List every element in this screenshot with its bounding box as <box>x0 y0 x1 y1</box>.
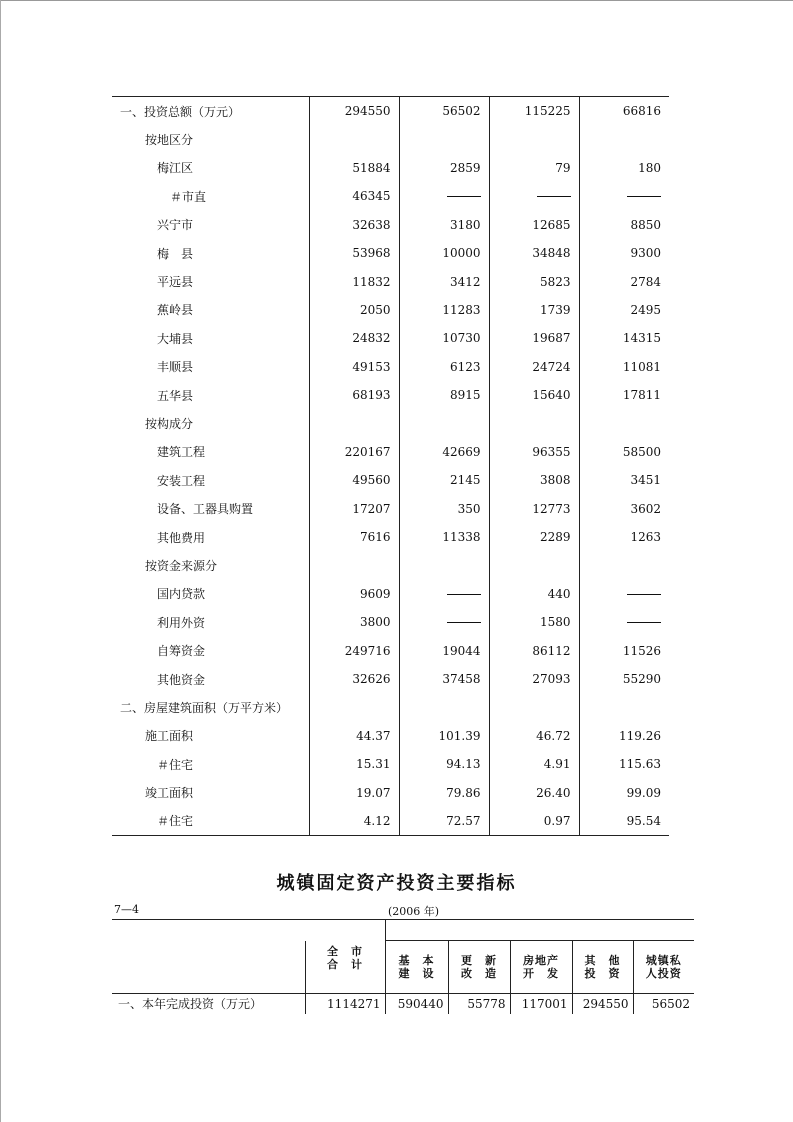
cell-value: 46345 <box>309 182 399 210</box>
row-label: 一、投资总额（万元） <box>112 97 309 126</box>
cell-value: 1739 <box>489 296 579 324</box>
cell-value: 46.72 <box>489 722 579 750</box>
cell-value: 56502 <box>399 97 489 126</box>
cell-value: 2495 <box>579 296 669 324</box>
row-label: 竣工面积 <box>145 786 194 801</box>
cell-value: 12685 <box>489 211 579 239</box>
row-label: 其他资金 <box>157 672 206 687</box>
cell-value: 2050 <box>309 296 399 324</box>
row-label: 国内贷款 <box>157 587 206 602</box>
cell-value: 94.13 <box>399 750 489 778</box>
col-header-other-investment: 其 他 投 资 <box>572 941 633 994</box>
cell-value <box>579 693 669 721</box>
cell-value: 3808 <box>489 466 579 494</box>
cell-value: 49153 <box>309 353 399 381</box>
cell-value <box>399 693 489 721</box>
cell-value: 1263 <box>579 523 669 551</box>
row-label: ＃住宅 <box>112 807 309 836</box>
table-row <box>112 580 669 608</box>
cell-value: 115225 <box>489 97 579 126</box>
cell-value: 7616 <box>309 523 399 551</box>
col-header-total: 全 市 合 计 <box>305 941 385 994</box>
cell-value <box>489 409 579 437</box>
cell-value: 68193 <box>309 381 399 409</box>
col-header-renovation: 更 新 改 造 <box>448 941 510 994</box>
table-row <box>112 211 669 239</box>
col-header-real-estate: 房地产 开 发 <box>510 941 572 994</box>
cell-value: 119.26 <box>579 722 669 750</box>
row-label: ＃住宅 <box>157 757 194 772</box>
table-row <box>112 438 669 466</box>
row-label: 五华县 <box>157 388 194 403</box>
table-row <box>112 267 669 295</box>
cell-value: 37458 <box>399 665 489 693</box>
cell-value: 19044 <box>399 636 489 664</box>
investment-table <box>112 96 669 836</box>
cell-value: 51884 <box>309 154 399 182</box>
cell-value: 10000 <box>399 239 489 267</box>
cell-value <box>399 551 489 579</box>
cell-value: 15.31 <box>309 750 399 778</box>
header-group-cell <box>385 920 694 941</box>
cell-value: 2859 <box>399 154 489 182</box>
dash-placeholder <box>537 196 571 197</box>
row-label: 兴宁市 <box>157 218 194 233</box>
urban-investment-table <box>112 919 694 1014</box>
row-label: 建筑工程 <box>157 445 206 460</box>
row-label: 二、房屋建筑面积（万平方米） <box>120 700 289 715</box>
cell-value: 95.54 <box>579 807 669 836</box>
cell-value <box>309 551 399 579</box>
cell-value: 101.39 <box>399 722 489 750</box>
cell-value: 249716 <box>309 636 399 664</box>
cell-value <box>399 608 489 636</box>
row-label: 安装工程 <box>157 473 206 488</box>
cell-value: 440 <box>489 580 579 608</box>
cell-value: 19687 <box>489 324 579 352</box>
table-row <box>112 296 669 324</box>
header-row-label-cell <box>112 941 305 994</box>
cell-value <box>579 182 669 210</box>
cell-value: 11338 <box>399 523 489 551</box>
row-label: 自筹资金 <box>157 644 206 659</box>
row-label: 设备、工器具购置 <box>157 502 254 517</box>
row-label: ＃市直 <box>170 189 207 204</box>
cell-value: 294550 <box>572 993 633 1014</box>
table-row <box>112 324 669 352</box>
table-row <box>112 97 669 126</box>
cell-value: 4.91 <box>489 750 579 778</box>
cell-value <box>489 693 579 721</box>
cell-value: 115.63 <box>579 750 669 778</box>
cell-value: 3602 <box>579 494 669 522</box>
cell-value <box>579 409 669 437</box>
table-row <box>112 778 669 806</box>
table-row <box>112 353 669 381</box>
cell-value: 17811 <box>579 381 669 409</box>
cell-value: 1580 <box>489 608 579 636</box>
cell-value <box>579 608 669 636</box>
row-label: 利用外资 <box>157 615 206 630</box>
cell-value: 14315 <box>579 324 669 352</box>
cell-value: 4.12 <box>309 807 399 836</box>
cell-value: 9300 <box>579 239 669 267</box>
cell-value: 26.40 <box>489 778 579 806</box>
cell-value <box>309 409 399 437</box>
table-row <box>112 636 669 664</box>
row-label: 蕉岭县 <box>157 303 194 318</box>
cell-value: 19.07 <box>309 778 399 806</box>
dash-placeholder <box>627 622 661 623</box>
cell-value: 96355 <box>489 438 579 466</box>
dash-placeholder <box>447 622 481 623</box>
table-row <box>112 750 669 778</box>
cell-value: 11081 <box>579 353 669 381</box>
table-row <box>112 409 669 437</box>
cell-value: 10730 <box>399 324 489 352</box>
table-row <box>112 807 669 836</box>
cell-value: 350 <box>399 494 489 522</box>
cell-value: 220167 <box>309 438 399 466</box>
header-row <box>112 941 694 994</box>
table-row <box>112 523 669 551</box>
dash-placeholder <box>447 594 481 595</box>
table-row <box>112 693 669 721</box>
row-label: 按构成分 <box>145 416 194 431</box>
cell-value: 9609 <box>309 580 399 608</box>
cell-value: 8915 <box>399 381 489 409</box>
cell-value: 590440 <box>385 993 448 1014</box>
cell-value: 27093 <box>489 665 579 693</box>
row-label: 平远县 <box>157 275 194 290</box>
cell-value: 42669 <box>399 438 489 466</box>
cell-value <box>399 182 489 210</box>
cell-value: 3412 <box>399 267 489 295</box>
cell-value <box>489 182 579 210</box>
row-label: 施工面积 <box>145 729 194 744</box>
table-title: 城镇固定资产投资主要指标 <box>276 873 517 894</box>
cell-value: 86112 <box>489 636 579 664</box>
cell-value: 3180 <box>399 211 489 239</box>
cell-value <box>399 409 489 437</box>
row-label: 梅 县 <box>157 246 194 261</box>
cell-value: 32638 <box>309 211 399 239</box>
cell-value: 0.97 <box>489 807 579 836</box>
row-label: 丰顺县 <box>157 360 194 375</box>
table-row <box>112 125 669 153</box>
row-label: 其他费用 <box>157 530 206 545</box>
cell-value: 1114271 <box>305 993 385 1014</box>
table-row <box>112 466 669 494</box>
cell-value: 32626 <box>309 665 399 693</box>
header-top-row <box>112 920 694 941</box>
table-row <box>112 494 669 522</box>
table-year: (2006 年) <box>388 905 440 918</box>
cell-value: 5823 <box>489 267 579 295</box>
cell-value: 34848 <box>489 239 579 267</box>
cell-value: 2289 <box>489 523 579 551</box>
cell-value: 79 <box>489 154 579 182</box>
table-row <box>112 665 669 693</box>
cell-value <box>399 125 489 153</box>
cell-value: 79.86 <box>399 778 489 806</box>
cell-value: 11832 <box>309 267 399 295</box>
cell-value: 117001 <box>510 993 572 1014</box>
page-left-border <box>0 0 1 1122</box>
table-row <box>112 722 669 750</box>
table-row <box>112 239 669 267</box>
cell-value <box>579 125 669 153</box>
cell-value: 58500 <box>579 438 669 466</box>
cell-value: 24832 <box>309 324 399 352</box>
row-label: 大埔县 <box>157 331 194 346</box>
cell-value: 15640 <box>489 381 579 409</box>
cell-value: 44.37 <box>309 722 399 750</box>
cell-value: 294550 <box>309 97 399 126</box>
cell-value: 66816 <box>579 97 669 126</box>
cell-value: 56502 <box>633 993 694 1014</box>
cell-value: 55290 <box>579 665 669 693</box>
table-row <box>112 381 669 409</box>
col-header-private-investment: 城镇私 人投资 <box>633 941 694 994</box>
col-header-capital-construction: 基 本 建 设 <box>385 941 448 994</box>
table-row <box>112 608 669 636</box>
cell-value: 12773 <box>489 494 579 522</box>
cell-value: 8850 <box>579 211 669 239</box>
cell-value: 11283 <box>399 296 489 324</box>
header-spacer <box>305 920 385 941</box>
cell-value: 6123 <box>399 353 489 381</box>
table-row <box>112 993 694 1014</box>
cell-value: 49560 <box>309 466 399 494</box>
cell-value: 180 <box>579 154 669 182</box>
cell-value <box>309 125 399 153</box>
cell-value: 3800 <box>309 608 399 636</box>
cell-value: 55778 <box>448 993 510 1014</box>
cell-value <box>309 693 399 721</box>
cell-value: 99.09 <box>579 778 669 806</box>
dash-placeholder <box>627 594 661 595</box>
cell-value <box>399 580 489 608</box>
page-top-border <box>0 0 793 1</box>
cell-value: 53968 <box>309 239 399 267</box>
cell-value: 2145 <box>399 466 489 494</box>
row-label: 一、本年完成投资（万元） <box>118 997 263 1011</box>
row-label: 按资金来源分 <box>145 558 218 573</box>
cell-value <box>579 551 669 579</box>
table-row <box>112 551 669 579</box>
cell-value: 3451 <box>579 466 669 494</box>
dash-placeholder <box>447 196 481 197</box>
table-row <box>112 182 669 210</box>
row-label: 按地区分 <box>145 133 194 148</box>
table-row <box>112 154 669 182</box>
cell-value: 2784 <box>579 267 669 295</box>
row-label: 梅江区 <box>157 161 194 176</box>
dash-placeholder <box>627 196 661 197</box>
header-spacer <box>112 920 305 941</box>
cell-value <box>579 580 669 608</box>
cell-value: 11526 <box>579 636 669 664</box>
cell-value: 72.57 <box>399 807 489 836</box>
cell-value: 24724 <box>489 353 579 381</box>
cell-value <box>489 125 579 153</box>
cell-value: 17207 <box>309 494 399 522</box>
table-number: 7—4 <box>114 903 139 916</box>
cell-value <box>489 551 579 579</box>
